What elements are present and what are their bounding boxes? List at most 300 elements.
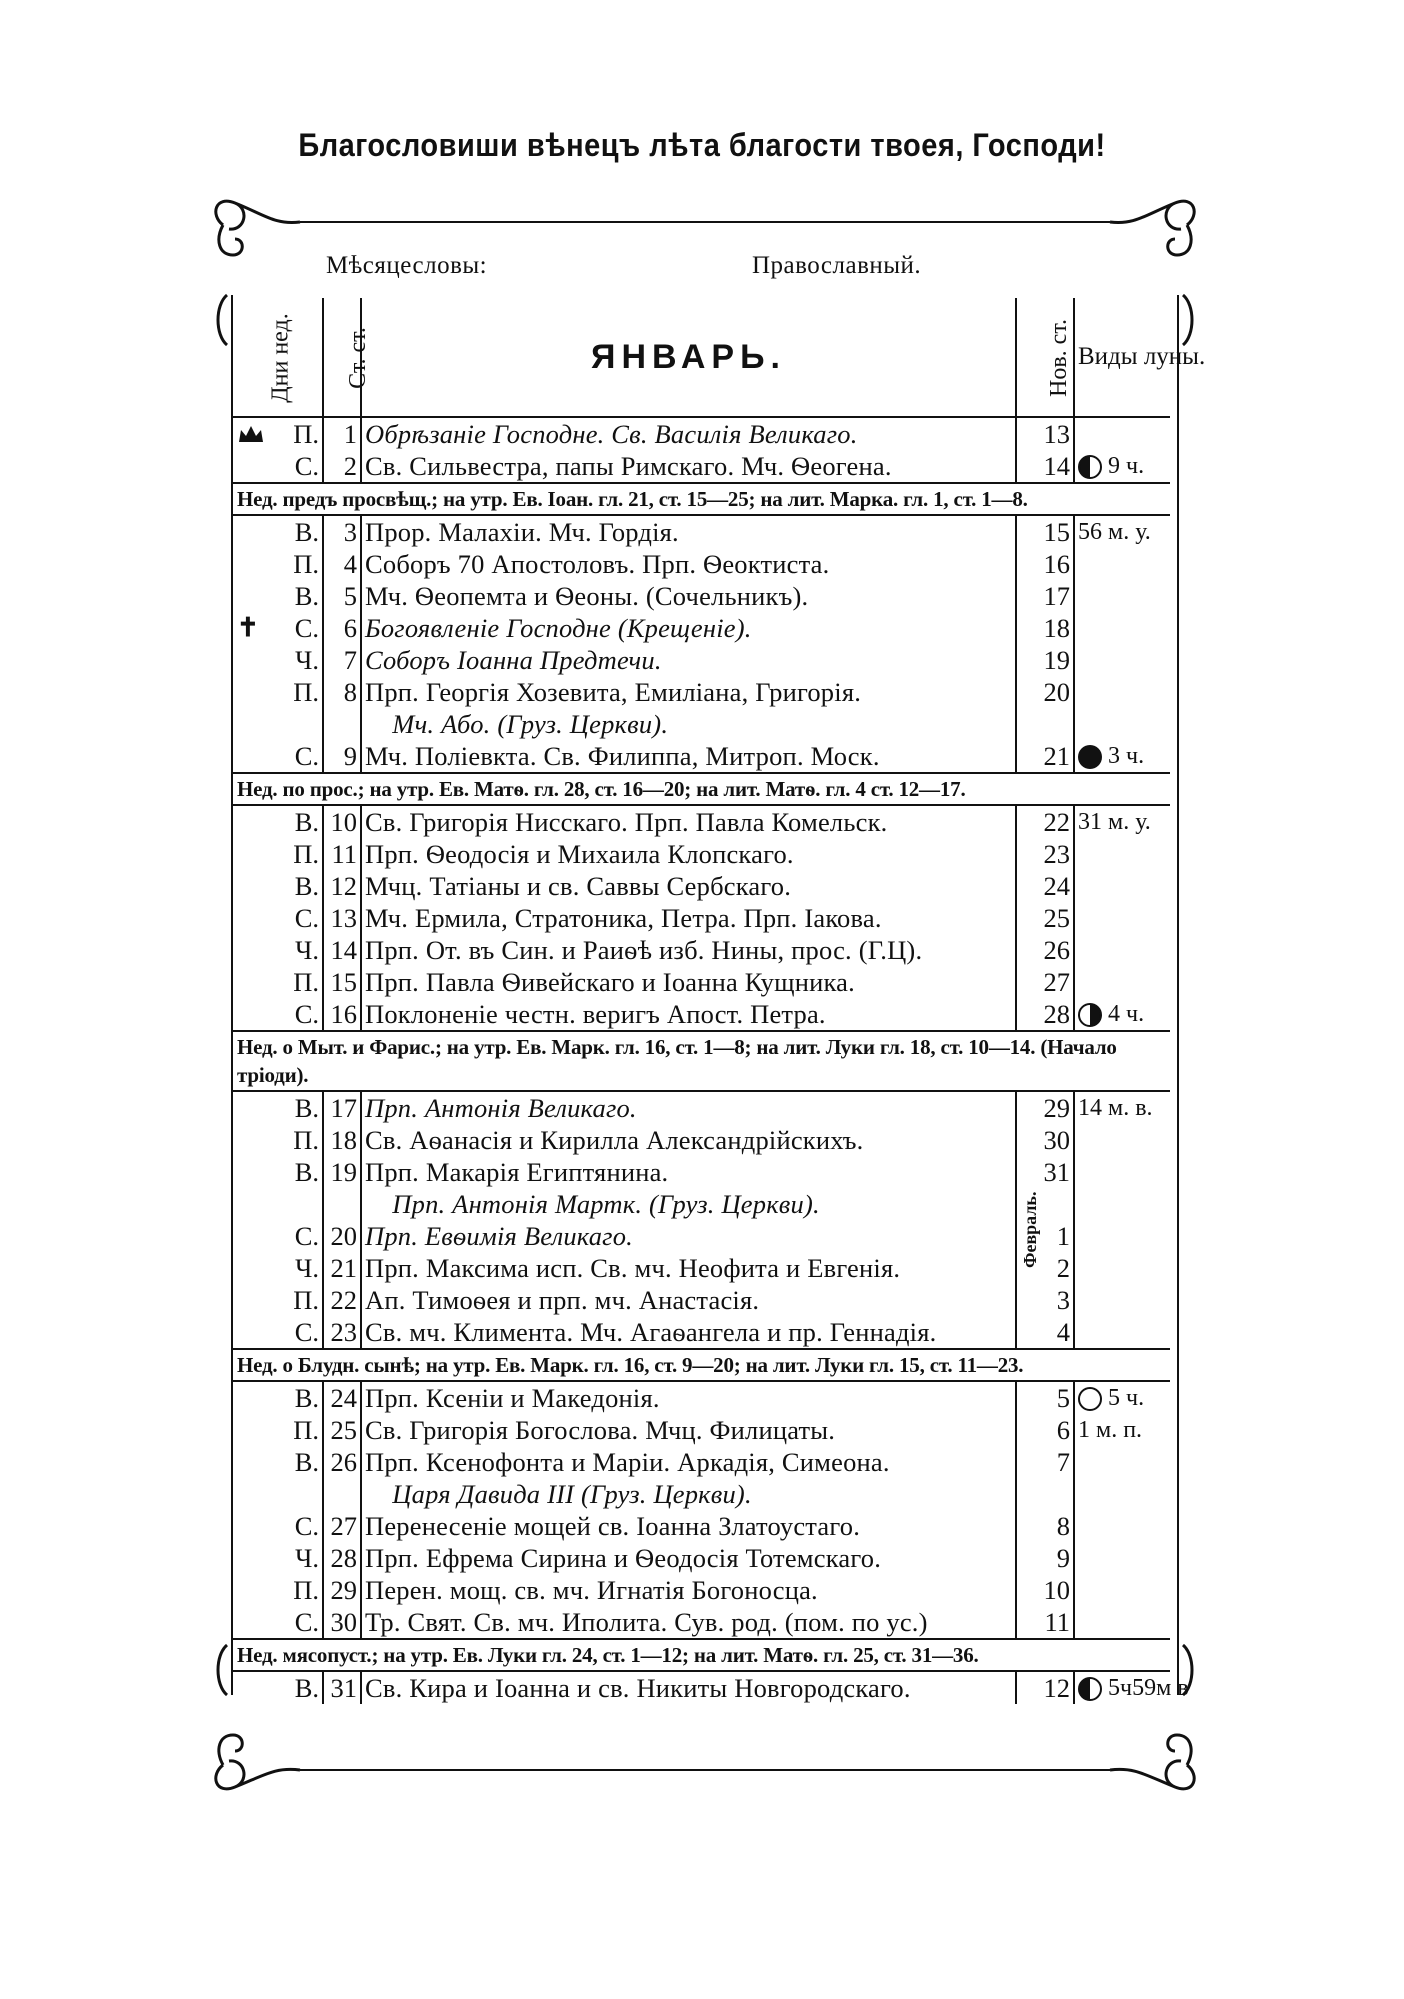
calendar-row [233, 1606, 1170, 1639]
new-style-date-value: 4 [1056, 1317, 1070, 1347]
weekday-cell-value: В. [294, 807, 319, 837]
calendar-row [233, 1478, 1170, 1510]
calendar-row [233, 1316, 1170, 1349]
weekday-cell [233, 1381, 323, 1414]
weekday-cell [233, 1446, 323, 1478]
saints-text [361, 548, 1016, 580]
weekday-cell-value: Ч. [295, 1543, 319, 1573]
weekday-cell [233, 644, 323, 676]
saints-text-value: Соборъ 70 Апостоловъ. Прп. Ѳеоктиста. [365, 549, 830, 579]
weekday-cell-value: П. [293, 1285, 319, 1315]
moon-phase-cell [1074, 1606, 1170, 1639]
weekday-cell-value: С. [294, 1511, 319, 1541]
moon-header [1074, 298, 1206, 417]
old-style-date-value: 25 [330, 1415, 357, 1445]
weekday-cell-value: С. [294, 1607, 319, 1637]
weekday-cell [233, 998, 323, 1031]
calendar-row [233, 1574, 1170, 1606]
new-style-date [1016, 998, 1074, 1031]
moon-phase-cell-value: 5ч59м в [1108, 1675, 1189, 1701]
saints-text [361, 1414, 1016, 1446]
old-style-date [323, 450, 361, 483]
weekday-cell-value: П. [293, 419, 319, 449]
weekday-cell [233, 1091, 323, 1124]
moon-phase-cell-value: 1 м. п. [1078, 1417, 1143, 1443]
new-style-date [1016, 1414, 1074, 1446]
calendar-row [233, 580, 1170, 612]
new-style-date-value: 7 [1056, 1447, 1070, 1477]
weekday-cell [233, 1606, 323, 1639]
old-style-date-value: 12 [330, 871, 357, 901]
saints-text [361, 1606, 1016, 1639]
old-style-date-value: 4 [343, 549, 357, 579]
new-style-date [1016, 1510, 1074, 1542]
weekday-cell-value: П. [293, 1125, 319, 1155]
old-style-date [323, 1542, 361, 1574]
weekday-cell [233, 1316, 323, 1349]
old-style-date [323, 966, 361, 998]
new-style-date [1016, 934, 1074, 966]
moon-phase-cell [1074, 998, 1170, 1031]
old-style-date [323, 1220, 361, 1252]
old-style-date [323, 580, 361, 612]
new-style-date [1016, 1124, 1074, 1156]
weekday-cell-value: С. [294, 613, 319, 643]
new-style-date-value: 31 [1043, 1157, 1070, 1187]
new-style-date-value: 17 [1043, 581, 1070, 611]
moon-phase-cell [1074, 1446, 1170, 1478]
old-style-date [323, 1381, 361, 1414]
saints-text-value: Перен. мощ. св. мч. Игнатія Богоносца. [365, 1575, 818, 1605]
calendar-row [233, 417, 1170, 450]
saints-text-value: Мч. Ермила, Стратоника, Петра. Прп. Іакова. [365, 903, 882, 933]
new-style-date [1016, 1671, 1074, 1704]
saints-text-value: Ап. Тимоѳея и прп. мч. Анастасія. [365, 1285, 760, 1315]
saints-text-value: Прп. Ѳеодосія и Михаила Клопскаго. [365, 839, 794, 869]
days-header [233, 298, 323, 417]
saints-text-value: Тр. Свят. Св. мч. Иполита. Сув. род. (пом. по ус.) [365, 1607, 928, 1637]
new-style-date-value: 2 [1056, 1253, 1070, 1283]
old-style-date-value: 13 [330, 903, 357, 933]
moon-phase-cell [1074, 1478, 1170, 1510]
saints-text-value: Перенесеніе мощей св. Іоанна Златоустаго. [365, 1511, 861, 1541]
old-style-date-value: 16 [330, 999, 357, 1029]
moon-phase-cell [1074, 548, 1170, 580]
saints-text-value: Прп. Ксенофонта и Маріи. Аркадія, Симеона. [365, 1447, 890, 1477]
saints-text [361, 1091, 1016, 1124]
weekday-cell [233, 966, 323, 998]
weekday-cell [233, 1188, 323, 1220]
new-style-date [1016, 805, 1074, 838]
calendar-row [233, 998, 1170, 1031]
february-label: Февраль. [1020, 1191, 1040, 1268]
saints-text [361, 1671, 1016, 1704]
weekday-cell [233, 1156, 323, 1188]
moon-phase-cell [1074, 1381, 1170, 1414]
sunday-reading-row [233, 1031, 1170, 1091]
old-style-date [323, 1156, 361, 1188]
weekday-cell [233, 1671, 323, 1704]
moon-phase-cell [1074, 1316, 1170, 1349]
moon-phase-cell-value: 4 ч. [1108, 1001, 1145, 1027]
moon-phase-cell [1074, 740, 1170, 773]
moon-phase-cell [1074, 870, 1170, 902]
calendar-row [233, 548, 1170, 580]
moon-phase-cell [1074, 1574, 1170, 1606]
saints-text [361, 1478, 1016, 1510]
new-style-date-value: 26 [1043, 935, 1070, 965]
new-style-date-value: 27 [1043, 967, 1070, 997]
saints-text-value: Прп. Павла Ѳивейскаго и Іоанна Кущника. [365, 967, 855, 997]
weekday-cell-value: С. [294, 1317, 319, 1347]
calendar-row [233, 450, 1170, 483]
saints-text-value: Прп. Антонія Мартк. (Груз. Церкви). [365, 1189, 820, 1219]
calendar-row [233, 644, 1170, 676]
new-style-header-label: Нов. ст. [1046, 319, 1072, 397]
saints-text [361, 870, 1016, 902]
calendar-row [233, 870, 1170, 902]
menologion-label: Мѣсяцесловы: [326, 252, 488, 279]
new-style-date-value: 22 [1043, 807, 1070, 837]
sunday-reading-row [233, 483, 1170, 515]
moon-phase-cell [1074, 1414, 1170, 1446]
days-header-label: Дни нед. [267, 313, 294, 403]
old-style-date [323, 1284, 361, 1316]
saints-text [361, 934, 1016, 966]
old-style-date [323, 1478, 361, 1510]
moon-phase-cell [1074, 1671, 1189, 1704]
weekday-cell-value: С. [294, 451, 319, 481]
sunday-reading: Нед. о Мыт. и Фарис.; на утр. Ев. Марк. гл. 16, ст. 1—8; на лит. Луки гл. 18, ст. 10—14. (Начало тріоди). [233, 1031, 1170, 1091]
weekday-cell [233, 676, 323, 708]
weekday-cell [233, 1414, 323, 1446]
moon-header-label: Виды луны. [1078, 343, 1206, 370]
new-style-date [1016, 1156, 1074, 1188]
new-style-date-value: 9 [1056, 1543, 1070, 1573]
moon-phase-cell [1074, 838, 1170, 870]
old-style-date [323, 838, 361, 870]
saints-text [361, 1284, 1016, 1316]
saints-text-value: Св. Кира и Іоанна и св. Никиты Новгородскаго. [365, 1673, 911, 1703]
weekday-cell-value: П. [293, 839, 319, 869]
sunday-reading-row [233, 773, 1170, 805]
saints-text-value: Прп. Евѳимія Великаго. [365, 1221, 633, 1251]
new-style-date [1016, 1316, 1074, 1349]
new-style-date [1016, 740, 1074, 773]
old-style-date-value: 10 [330, 807, 357, 837]
calendar-row [233, 1446, 1170, 1478]
old-style-date-value: 24 [330, 1383, 357, 1413]
saints-text [361, 1510, 1016, 1542]
moon-phase-cell [1074, 612, 1170, 644]
saints-text [361, 805, 1016, 838]
new-style-date-value: 5 [1056, 1383, 1070, 1413]
moon-phase-cell [1074, 708, 1170, 740]
new-style-date [1016, 1542, 1074, 1574]
new-style-date-value: 19 [1043, 645, 1070, 675]
weekday-cell-value: С. [294, 741, 319, 771]
new-style-date-value: 25 [1043, 903, 1070, 933]
moon-phase-cell [1074, 805, 1170, 838]
new-style-date-value: 10 [1043, 1575, 1070, 1605]
weekday-cell [233, 450, 323, 483]
old-style-date-value: 15 [330, 967, 357, 997]
old-style-header [323, 298, 371, 417]
saints-text-value: Прп. Макарія Египтянина. [365, 1157, 669, 1187]
weekday-cell-value: Ч. [295, 1253, 319, 1283]
saints-text [361, 1188, 1016, 1220]
saints-text-value: Св. Григорія Богослова. Мчц. Филицаты. [365, 1415, 836, 1445]
sunday-reading: Нед. мясопуст.; на утр. Ев. Луки гл. 24, ст. 1—12; на лит. Матѳ. гл. 25, ст. 31—36. [233, 1639, 1170, 1671]
new-style-date-value: 8 [1056, 1511, 1070, 1541]
new-style-date-value: 14 [1043, 451, 1070, 481]
weekday-cell [233, 1124, 323, 1156]
saints-text [361, 966, 1016, 998]
weekday-cell [233, 515, 323, 548]
moon-phase-cell [1074, 676, 1170, 708]
saints-text-value: Царя Давида III (Груз. Церкви). [365, 1479, 752, 1509]
old-style-date [323, 1252, 361, 1284]
new-style-date-value: 16 [1043, 549, 1070, 579]
old-style-date-value: 6 [343, 613, 357, 643]
moon-last-quarter-icon [1078, 1003, 1102, 1027]
calendar-row [233, 740, 1170, 773]
weekday-cell-value: П. [293, 1415, 319, 1445]
saints-text [361, 612, 1016, 644]
old-style-date-value: 5 [343, 581, 357, 611]
orthodox-label: Православный. [752, 252, 922, 279]
saints-text [361, 1446, 1016, 1478]
saints-text [361, 1252, 1016, 1284]
new-style-date [1016, 515, 1074, 548]
calendar-row [233, 1091, 1170, 1124]
old-style-date-value: 3 [343, 517, 357, 547]
new-style-date [1016, 1606, 1074, 1639]
new-style-date-value: 13 [1043, 419, 1070, 449]
calendar-row [233, 966, 1170, 998]
weekday-cell [233, 417, 323, 450]
new-style-header [1016, 298, 1074, 417]
moon-first-quarter-icon [1078, 455, 1102, 479]
new-style-date [1016, 1574, 1074, 1606]
old-style-date [323, 708, 361, 740]
weekday-cell-value: В. [294, 581, 319, 611]
moon-phase-cell-value: 5 ч. [1108, 1385, 1145, 1411]
saints-text-value: Обрѣзаніе Господне. Св. Василія Великаго. [365, 419, 858, 449]
sunday-reading-row [233, 1639, 1170, 1671]
old-style-date-value: 18 [330, 1125, 357, 1155]
saints-text [361, 1381, 1016, 1414]
new-style-date-value: 21 [1043, 741, 1070, 771]
new-style-date-value: 6 [1056, 1415, 1070, 1445]
new-style-date [1016, 902, 1074, 934]
month-header [361, 298, 1016, 417]
old-style-date [323, 1671, 361, 1704]
weekday-cell [233, 1574, 323, 1606]
old-style-date-value: 1 [343, 419, 357, 449]
saints-text [361, 417, 1016, 450]
motto: Благословиши вѣнецъ лѣта благости твоея, Господи! [298, 128, 1106, 164]
weekday-cell [233, 612, 323, 644]
new-style-date [1016, 1091, 1074, 1124]
old-style-date-value: 17 [330, 1093, 357, 1123]
calendar-table [233, 298, 1206, 1704]
calendar-row [233, 902, 1170, 934]
old-style-date [323, 998, 361, 1031]
saints-text-value: Св. Сильвестра, папы Римскаго. Мч. Ѳеогена. [365, 451, 892, 481]
saints-text-value: Мчц. Татіаны и св. Саввы Сербскаго. [365, 871, 792, 901]
new-style-date [1016, 1284, 1074, 1316]
old-style-date-value: 31 [330, 1673, 357, 1703]
calendar-row [233, 1671, 1170, 1704]
weekday-cell-value: В. [294, 1383, 319, 1413]
saints-text [361, 740, 1016, 773]
saints-text-value: Богоявленіе Господне (Крещеніе). [365, 613, 752, 643]
old-style-date-value: 14 [330, 935, 357, 965]
saints-text [361, 644, 1016, 676]
new-style-date [1016, 838, 1074, 870]
calendar-row [233, 515, 1170, 548]
saints-text [361, 1542, 1016, 1574]
old-style-date-value: 26 [330, 1447, 357, 1477]
old-style-date [323, 644, 361, 676]
old-style-date [323, 417, 361, 450]
new-style-date-value: 3 [1056, 1285, 1070, 1315]
weekday-cell [233, 870, 323, 902]
saints-text-value: Прп. Георгія Хозевита, Емиліана, Григорія. [365, 677, 862, 707]
moon-phase-cell [1074, 1156, 1170, 1188]
weekday-cell [233, 548, 323, 580]
moon-phase-cell [1074, 580, 1170, 612]
moon-first-quarter-icon [1078, 1677, 1102, 1701]
moon-phase-cell [1074, 966, 1170, 998]
new-style-date [1016, 966, 1074, 998]
calendar-row [233, 708, 1170, 740]
calendar-row [233, 1156, 1170, 1188]
new-style-date-value: 24 [1043, 871, 1070, 901]
old-style-date-value: 22 [330, 1285, 357, 1315]
old-style-date [323, 902, 361, 934]
moon-phase-cell [1074, 1542, 1170, 1574]
sunday-reading-row [233, 1349, 1170, 1381]
saints-text [361, 1316, 1016, 1349]
saints-text [361, 450, 1016, 483]
moon-phase-cell-value: 3 ч. [1108, 743, 1145, 769]
moon-phase-cell [1074, 1091, 1170, 1124]
moon-phase-cell [1074, 1252, 1170, 1284]
new-style-date [1016, 450, 1074, 483]
weekday-cell-value: В. [294, 1093, 319, 1123]
new-style-date [1016, 644, 1074, 676]
weekday-cell [233, 740, 323, 773]
weekday-cell [233, 1220, 323, 1252]
cross-icon: ✝ [237, 613, 259, 642]
saints-text-value: Прп. Ксеніи и Македонія. [365, 1383, 660, 1413]
new-style-date-value: 28 [1043, 999, 1070, 1029]
old-style-date [323, 1574, 361, 1606]
old-style-header-label: Ст. ст. [344, 327, 371, 389]
weekday-cell [233, 1284, 323, 1316]
calendar-row [233, 838, 1170, 870]
weekday-cell-value: П. [293, 677, 319, 707]
saints-text-value: Мч. Поліевкта. Св. Филиппа, Митроп. Моск. [365, 741, 880, 771]
new-style-date [1016, 548, 1074, 580]
saints-text [361, 998, 1016, 1031]
calendar-row [233, 1284, 1170, 1316]
moon-phase-cell-value: 31 м. у. [1078, 809, 1151, 835]
saints-text-value: Поклоненіе честн. веригъ Апост. Петра. [365, 999, 826, 1029]
new-style-date-value: 29 [1043, 1093, 1070, 1123]
sunday-reading: Нед. по прос.; на утр. Ев. Матѳ. гл. 28, ст. 16—20; на лит. Матѳ. гл. 4 ст. 12—17. [233, 773, 1170, 805]
moon-phase-cell-value: 56 м. у. [1078, 519, 1151, 545]
saints-text-value: Прп. Ефрема Сирина и Ѳеодосія Тотемскаго. [365, 1543, 882, 1573]
old-style-date-value: 20 [330, 1221, 357, 1251]
saints-text [361, 838, 1016, 870]
weekday-cell-value: С. [294, 1221, 319, 1251]
weekday-cell [233, 1510, 323, 1542]
moon-phase-cell-value: 9 ч. [1108, 453, 1145, 479]
old-style-date [323, 934, 361, 966]
moon-phase-cell [1074, 1124, 1170, 1156]
old-style-date [323, 870, 361, 902]
weekday-cell [233, 902, 323, 934]
moon-phase-cell [1074, 644, 1170, 676]
weekday-cell-value: П. [293, 967, 319, 997]
moon-phase-cell [1074, 417, 1170, 450]
old-style-date-value: 28 [330, 1543, 357, 1573]
new-style-date-value: 12 [1043, 1673, 1070, 1703]
calendar-row [233, 1124, 1170, 1156]
new-style-date [1016, 580, 1074, 612]
saints-text-value: Мч. Або. (Груз. Церкви). [365, 709, 669, 739]
old-style-date [323, 1124, 361, 1156]
weekday-cell-value: В. [294, 871, 319, 901]
saints-text [361, 515, 1016, 548]
old-style-date-value: 2 [343, 451, 357, 481]
old-style-date [323, 1446, 361, 1478]
weekday-cell [233, 1478, 323, 1510]
calendar-row [233, 934, 1170, 966]
old-style-date-value: 11 [331, 839, 357, 869]
calendar-row [233, 1381, 1170, 1414]
moon-phase-cell-value: 14 м. в. [1078, 1095, 1153, 1121]
saints-text-value: Прп. Антонія Великаго. [365, 1093, 637, 1123]
calendar-row [233, 612, 1170, 644]
new-style-date [1016, 1478, 1074, 1510]
new-style-date [1016, 612, 1074, 644]
new-style-date [1016, 417, 1074, 450]
saints-text-value: Прп. Максима исп. Св. мч. Неофита и Евгенія. [365, 1253, 901, 1283]
saints-text [361, 580, 1016, 612]
new-style-date-value: 23 [1043, 839, 1070, 869]
old-style-date [323, 805, 361, 838]
weekday-cell [233, 1252, 323, 1284]
new-style-date-value: 11 [1044, 1607, 1070, 1637]
moon-phase-cell [1074, 450, 1170, 483]
calendar-row [233, 805, 1170, 838]
old-style-date-value: 19 [330, 1157, 357, 1187]
old-style-date [323, 515, 361, 548]
new-style-date [1016, 676, 1074, 708]
old-style-date-value: 23 [330, 1317, 357, 1347]
moon-phase-cell [1074, 1284, 1170, 1316]
calendar-table-wrap [233, 298, 1206, 1704]
sunday-reading: Нед. предъ просвѣщ.; на утр. Ев. Іоан. гл. 21, ст. 15—25; на лит. Марка. гл. 1, ст. 1—8. [233, 483, 1170, 515]
weekday-cell [233, 934, 323, 966]
weekday-cell-value: В. [294, 1447, 319, 1477]
calendar-row [233, 676, 1170, 708]
weekday-cell [233, 580, 323, 612]
